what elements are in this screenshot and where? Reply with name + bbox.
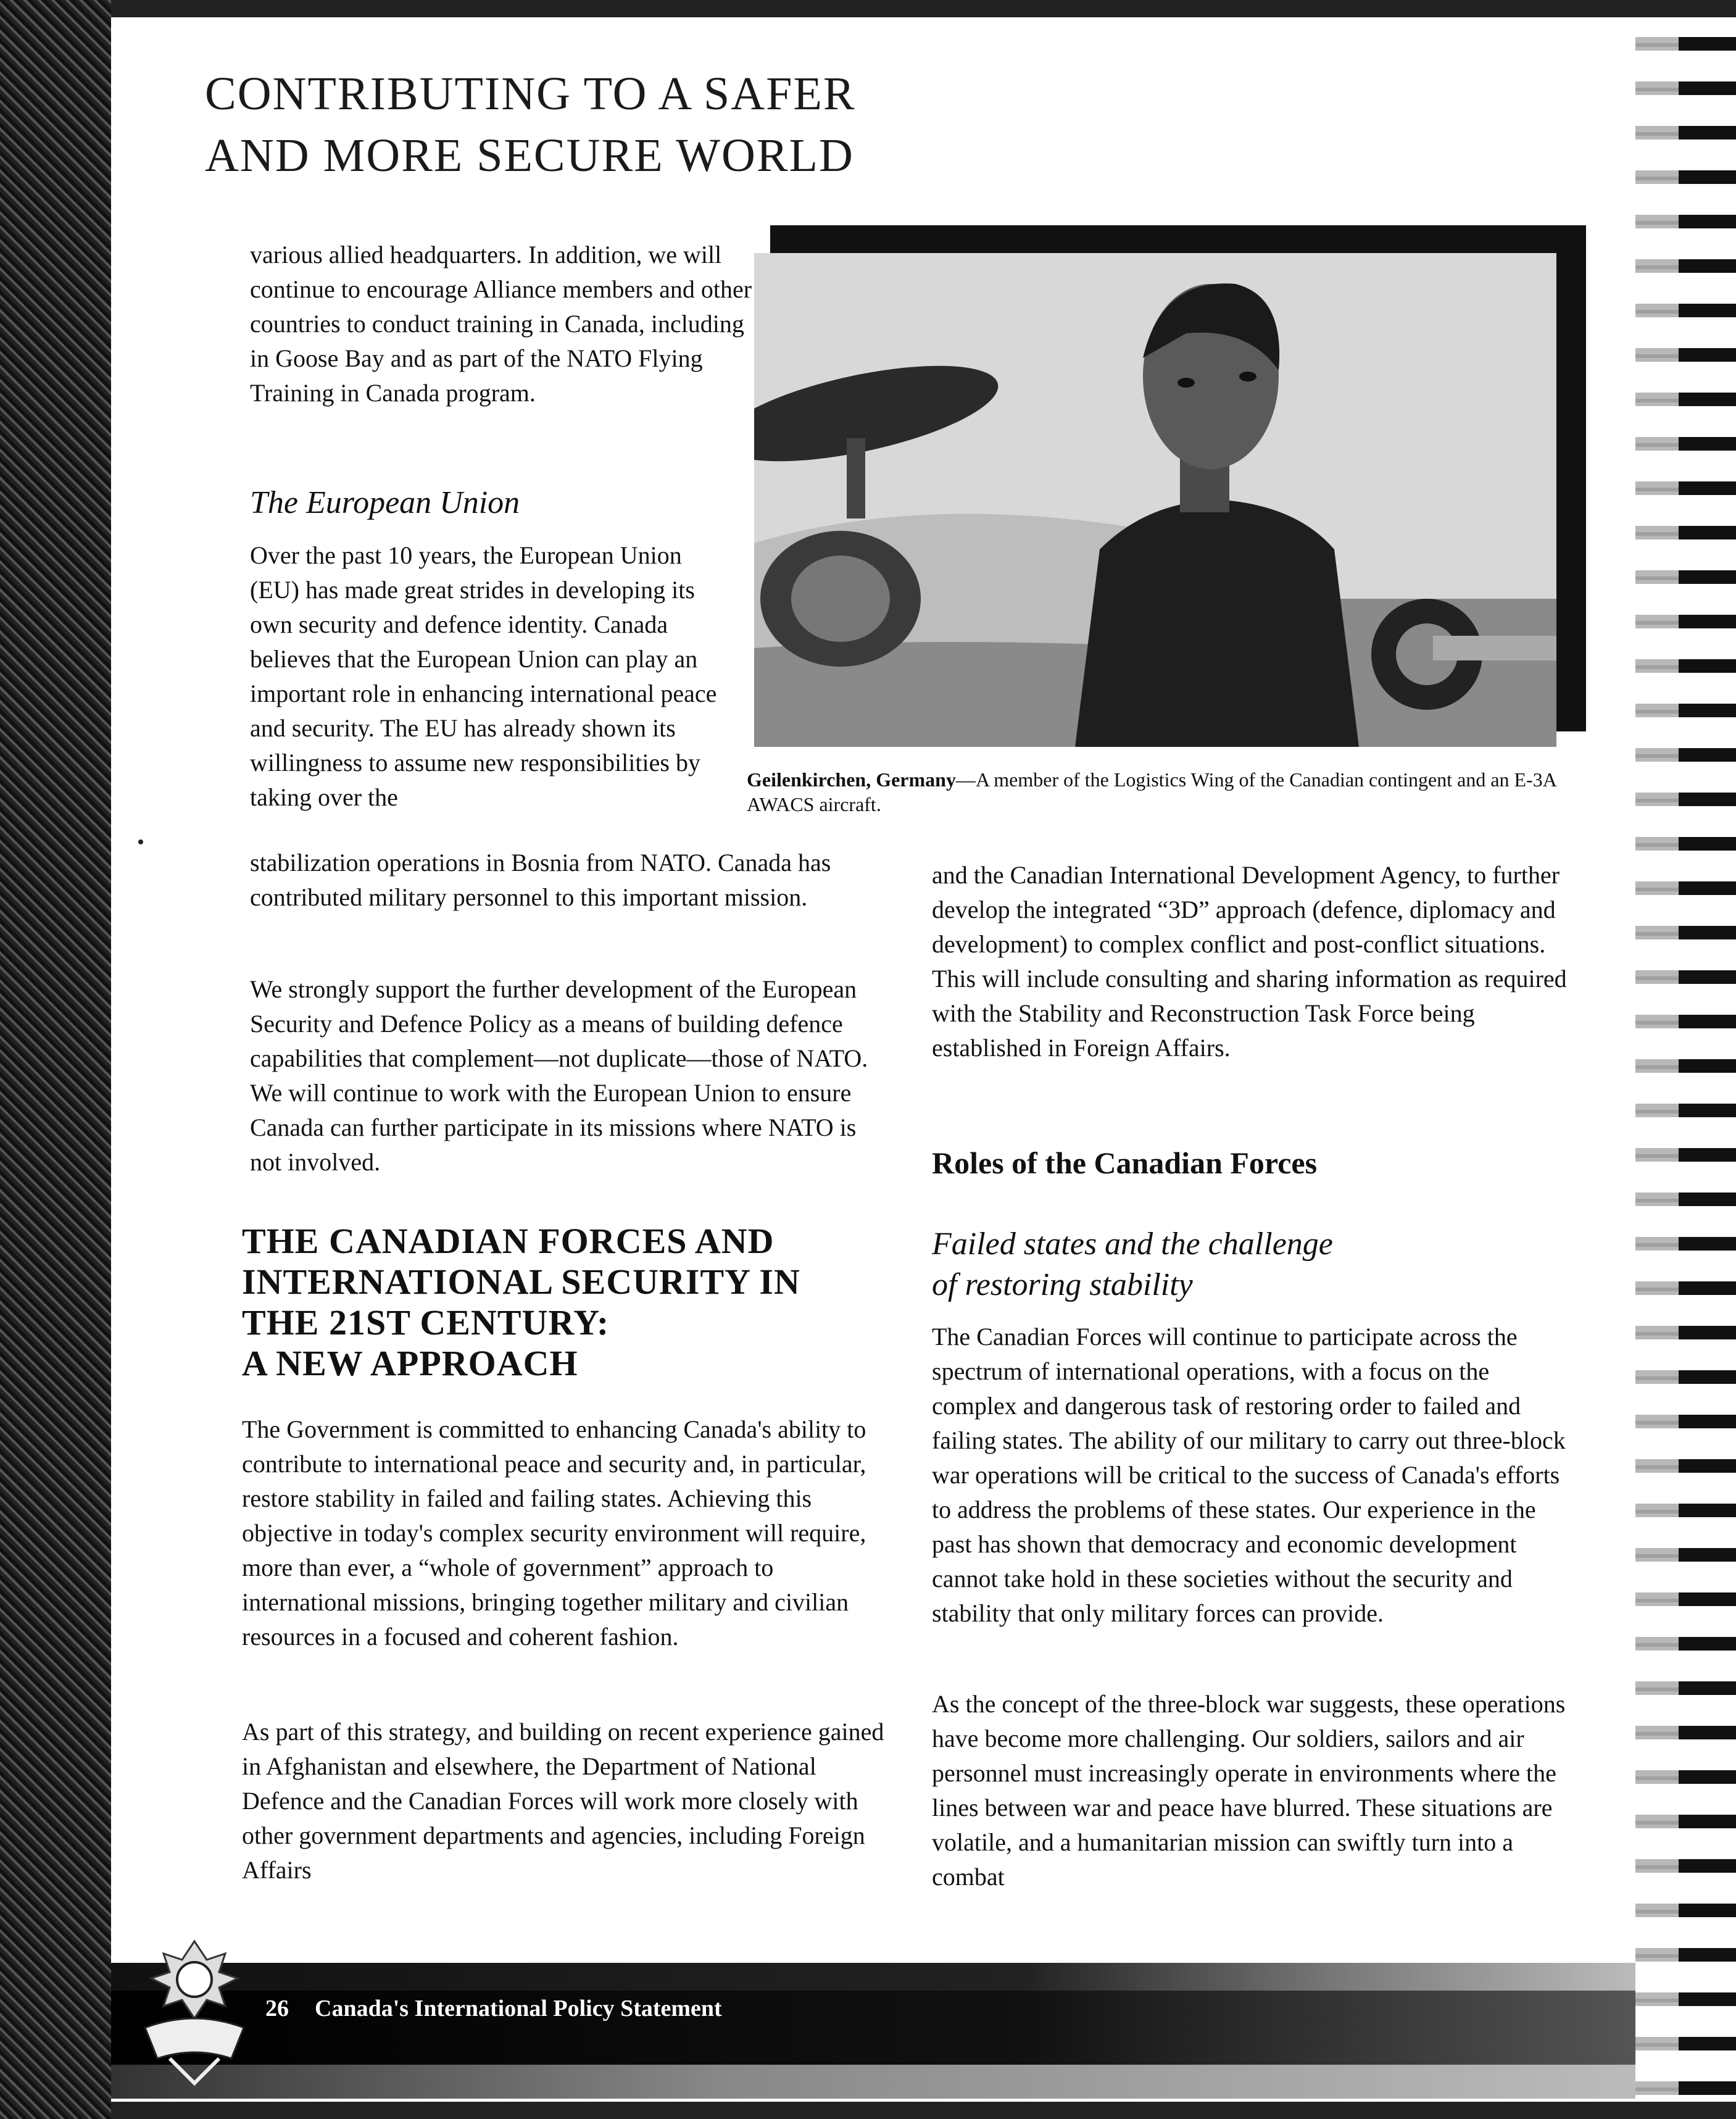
- roles-heading: Roles of the Canadian Forces: [932, 1146, 1318, 1180]
- awacs-photo: [754, 253, 1556, 747]
- eu-paragraph-1-continued: stabilization operations in Bosnia from NATO. Canada has contributed military personnel to this important mission.: [250, 849, 831, 911]
- section-heading: [242, 1221, 921, 1384]
- awacs-photo-illustration: [754, 253, 1556, 747]
- eu-subheading: The European Union: [250, 485, 520, 520]
- section-heading-line4: A NEW APPROACH: [242, 1343, 578, 1383]
- page-heading-line1: CONTRIBUTING TO A SAFER: [205, 68, 856, 120]
- intro-text: various allied headquarters. In addition, we will continue to encourage Alliance members and other countries to conduct training in Canada, including in Goose Bay and as part of the NATO Flying Training in Canada program.: [250, 241, 752, 407]
- intro-paragraph: [250, 238, 756, 410]
- 3d-approach-paragraph: and the Canadian International Development Agency, to further develop the integrated “3D” approach (defence, diplomacy and development) to complex conflict and post-conflict situations. This will include consulting and sharing information as required with the Stability and Reconstruction Task Force being established in Foreign Affairs.: [932, 861, 1567, 1062]
- footer-stripe-bottom: [111, 2065, 1635, 2099]
- scan-top-edge: [111, 0, 1736, 17]
- eu-paragraph-2: We strongly support the further development of the European Security and Defence Policy as a means of building defence capabilities that complement—not duplicate—those of NATO. We will continue to work with the European Union to ensure Canada can further participate in its missions where NATO is not involved.: [250, 975, 868, 1176]
- section-heading-line1: THE CANADIAN FORCES AND: [242, 1221, 775, 1261]
- section-heading-line3: THE 21ST CENTURY:: [242, 1302, 610, 1343]
- failed-states-subheading-line1: Failed states and the challenge: [932, 1226, 1333, 1262]
- photo-caption-place: Geilenkirchen, Germany: [747, 768, 956, 791]
- three-block-war-paragraph: As the concept of the three-block war suggests, these operations have become more challenging. Our soldiers, sailors and air personnel must increasingly operate in environments where the lines between war and peace have blurred. These situations are volatile, and a humanitarian mission can swiftly turn into a combat: [932, 1690, 1566, 1891]
- publication-title: Canada's International Policy Statement: [315, 1996, 722, 2021]
- government-paragraph: The Government is committed to enhancing Canada's ability to contribute to international peace and security and, in particular, restore stability in failed and failing states. Achieving this objective in today's complex security environment will require, more than ever, a “whole of government” approach to international missions, bringing together military and civilian resources in a focused and coherent fashion.: [242, 1415, 866, 1651]
- photo-caption: [747, 767, 1574, 817]
- failed-states-subheading: [932, 1224, 1574, 1305]
- spiral-binding-holes: [1635, 19, 1679, 2099]
- canadian-forces-crest-icon: [133, 1935, 256, 2089]
- failed-states-paragraph: The Canadian Forces will continue to participate across the spectrum of international operations, with a focus on the complex and dangerous task of restoring order to failed and failing states. The ability of our military to carry out three-block war operations will be critical to the success of Canada's efforts to address the problems of these states. Our experience in the past has shown that democracy and economic development cannot take hold in these societies without the security and stability that only military forces can provide.: [932, 1323, 1566, 1627]
- scan-speck: [138, 839, 143, 844]
- photo-caption-text: —A member of the Logistics Wing of the Canadian contingent and an E-3A AWACS aircraft.: [747, 768, 1556, 815]
- page-heading: [205, 63, 1192, 186]
- page-heading-line2: AND MORE SECURE WORLD: [205, 130, 854, 181]
- scan-left-edge: [0, 0, 111, 2119]
- page-number: 26: [265, 1996, 289, 2021]
- failed-states-subheading-line2: of restoring stability: [932, 1267, 1193, 1302]
- section-heading-line2: INTERNATIONAL SECURITY IN: [242, 1262, 800, 1302]
- scan-bottom-edge: [111, 2102, 1736, 2119]
- strategy-paragraph: As part of this strategy, and building on recent experience gained in Afghanistan and elsewhere, the Department of National Defence and the Canadian Forces will work more closely with other government departments and agencies, including Foreign Affairs: [242, 1718, 884, 1884]
- eu-paragraph-1: Over the past 10 years, the European Union (EU) has made great strides in developing its own security and defence identity. Canada believes that the European Union can play an important role in enhancing international peace and security. The EU has already shown its willingness to assume new responsibilities by taking over the: [250, 541, 717, 811]
